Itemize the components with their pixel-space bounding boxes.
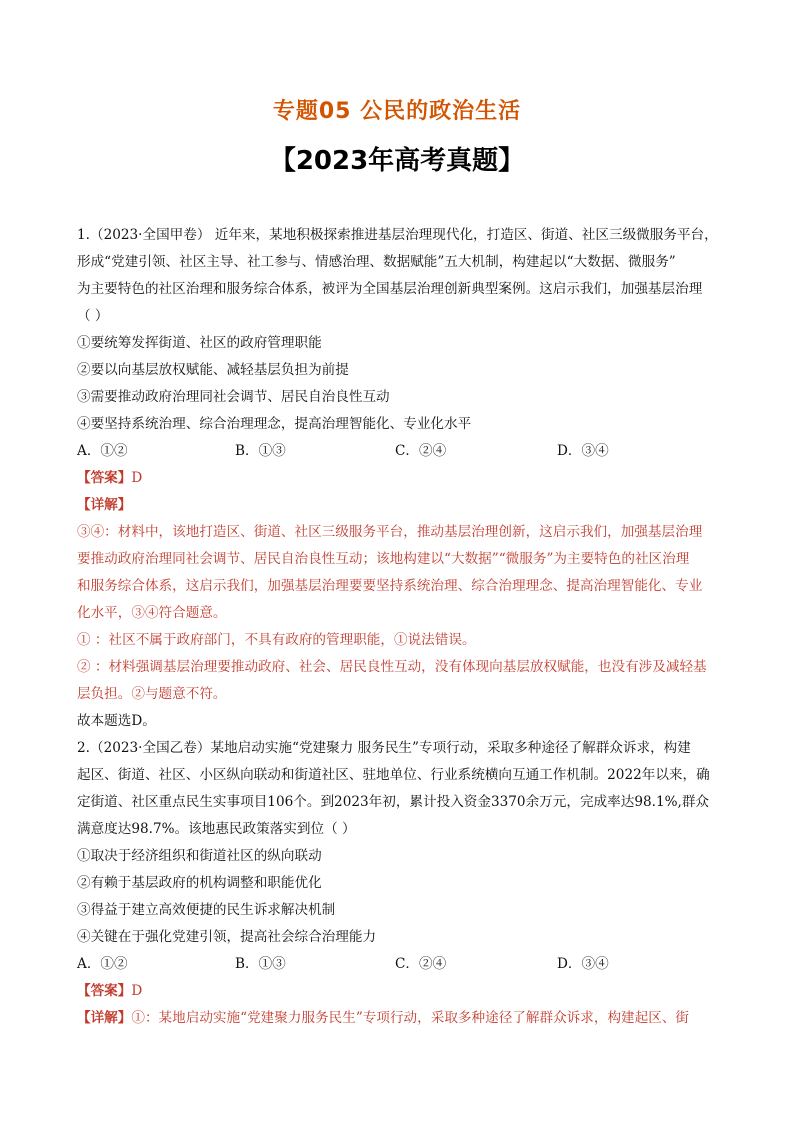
detail-label: 【详解】 — [77, 1010, 132, 1026]
question-1 — [77, 222, 727, 735]
question-1-statement: ②要以向基层放权赋能、减轻基层负担为前提 — [77, 362, 349, 378]
question-2-stem-line: 定街道、社区重点民生实事项目106个。到2023年初，累计投入资金3370余万元，完成率达98.1%,群众 — [77, 794, 710, 810]
document-title: 专题05 公民的政治生活 — [272, 99, 522, 124]
conclusion-line: 故本题选D。 — [77, 713, 156, 729]
answer-value: D — [131, 470, 143, 486]
option-d: D．③④ — [557, 443, 609, 459]
option-b: B．①③ — [235, 956, 286, 972]
option-c: C．②④ — [395, 956, 447, 972]
option-c: C．②④ — [395, 443, 447, 459]
question-2-statement: ④关键在于强化党建引领，提高社会综合治理能力 — [77, 929, 377, 945]
answer-label: 【答案】 — [77, 983, 132, 999]
explanation-line: 要推动政府治理同社会调节、居民自治良性互动；该地构建以“大数据”“微服务”为主要特色的社区治理 — [77, 551, 690, 567]
question-2 — [77, 735, 727, 1032]
question-2-stem-line: 满意度达98.7%。该地惠民政策落实到位（ ） — [77, 821, 356, 837]
option-b: B．①③ — [235, 443, 286, 459]
explanation-line: 和服务综合体系，这启示我们，加强基层治理要要坚持系统治理、综合治理理念、提高治理智能化、专业 — [77, 578, 703, 594]
question-2-stem-line: 起区、街道、社区、小区纵向联动和街道社区、驻地单位、行业系统横向互通工作机制。2022年以来，确 — [77, 767, 710, 783]
option-a: A．①② — [77, 443, 128, 459]
explanation-line: ② ：材料强调基层治理要推动政府、社会、居民良性互动，没有体现向基层放权赋能，也没有涉及减轻基 — [77, 659, 707, 675]
question-2-stem-line: 2.（2023·全国乙卷）某地启动实施“党建聚力 服务民生”专项行动，采取多种途径了解群众诉求，构建 — [77, 740, 691, 756]
explanation-line: ① ：社区不属于政府部门，不具有政府的管理职能，①说法错误。 — [77, 632, 476, 648]
question-1-stem-line: 1.（2023·全国甲卷） 近年来，某地积极探索推进基层治理现代化，打造区、街道、社区三级微服务平台， — [77, 227, 718, 243]
answer-value: D — [131, 983, 143, 999]
explanation-line: 层负担。②与题意不符。 — [77, 686, 227, 702]
question-1-options — [77, 438, 727, 465]
option-a: A．①② — [77, 956, 128, 972]
question-2-statement: ③得益于建立高效便捷的民生诉求解决机制 — [77, 902, 336, 918]
question-1-stem-line: （ ） — [77, 308, 109, 324]
question-1-answer — [77, 465, 727, 492]
question-2-detail — [77, 1005, 727, 1032]
question-2-statement: ②有赖于基层政府的机构调整和职能优化 — [77, 875, 322, 891]
question-1-statement: ③需要推动政府治理同社会调节、居民自治良性互动 — [77, 389, 390, 405]
question-2-options — [77, 951, 727, 978]
detail-label: 【详解】 — [77, 497, 132, 513]
detail-text: ①：某地启动实施“党建聚力服务民生”专项行动，采取多种途径了解群众诉求，构建起区、街 — [131, 1010, 690, 1026]
question-1-statement: ①要统筹发挥街道、社区的政府管理职能 — [77, 335, 322, 351]
question-1-statement: ④要坚持系统治理、综合治理理念，提高治理智能化、专业化水平 — [77, 416, 472, 432]
answer-label: 【答案】 — [77, 470, 132, 486]
question-1-stem-line: 形成“党建引领、社区主导、社工参与、情感治理、数据赋能”五大机制，构建起以“大数据、微服务” — [77, 254, 676, 270]
question-2-statement: ①取决于经济组织和街道社区的纵向联动 — [77, 848, 322, 864]
section-heading: 【2023年高考真题】 — [269, 146, 525, 176]
question-2-answer — [77, 978, 727, 1005]
document-content — [77, 222, 727, 1032]
explanation-line: 化水平，③④符合题意。 — [77, 605, 227, 621]
question-1-stem-line: 为主要特色的社区治理和服务综合体系，被评为全国基层治理创新典型案例。这启示我们，加强基层治理 — [77, 281, 703, 297]
explanation-line: ③④：材料中，该地打造区、街道、社区三级服务平台，推动基层治理创新，这启示我们，加强基层治理 — [77, 524, 703, 540]
option-d: D．③④ — [557, 956, 609, 972]
